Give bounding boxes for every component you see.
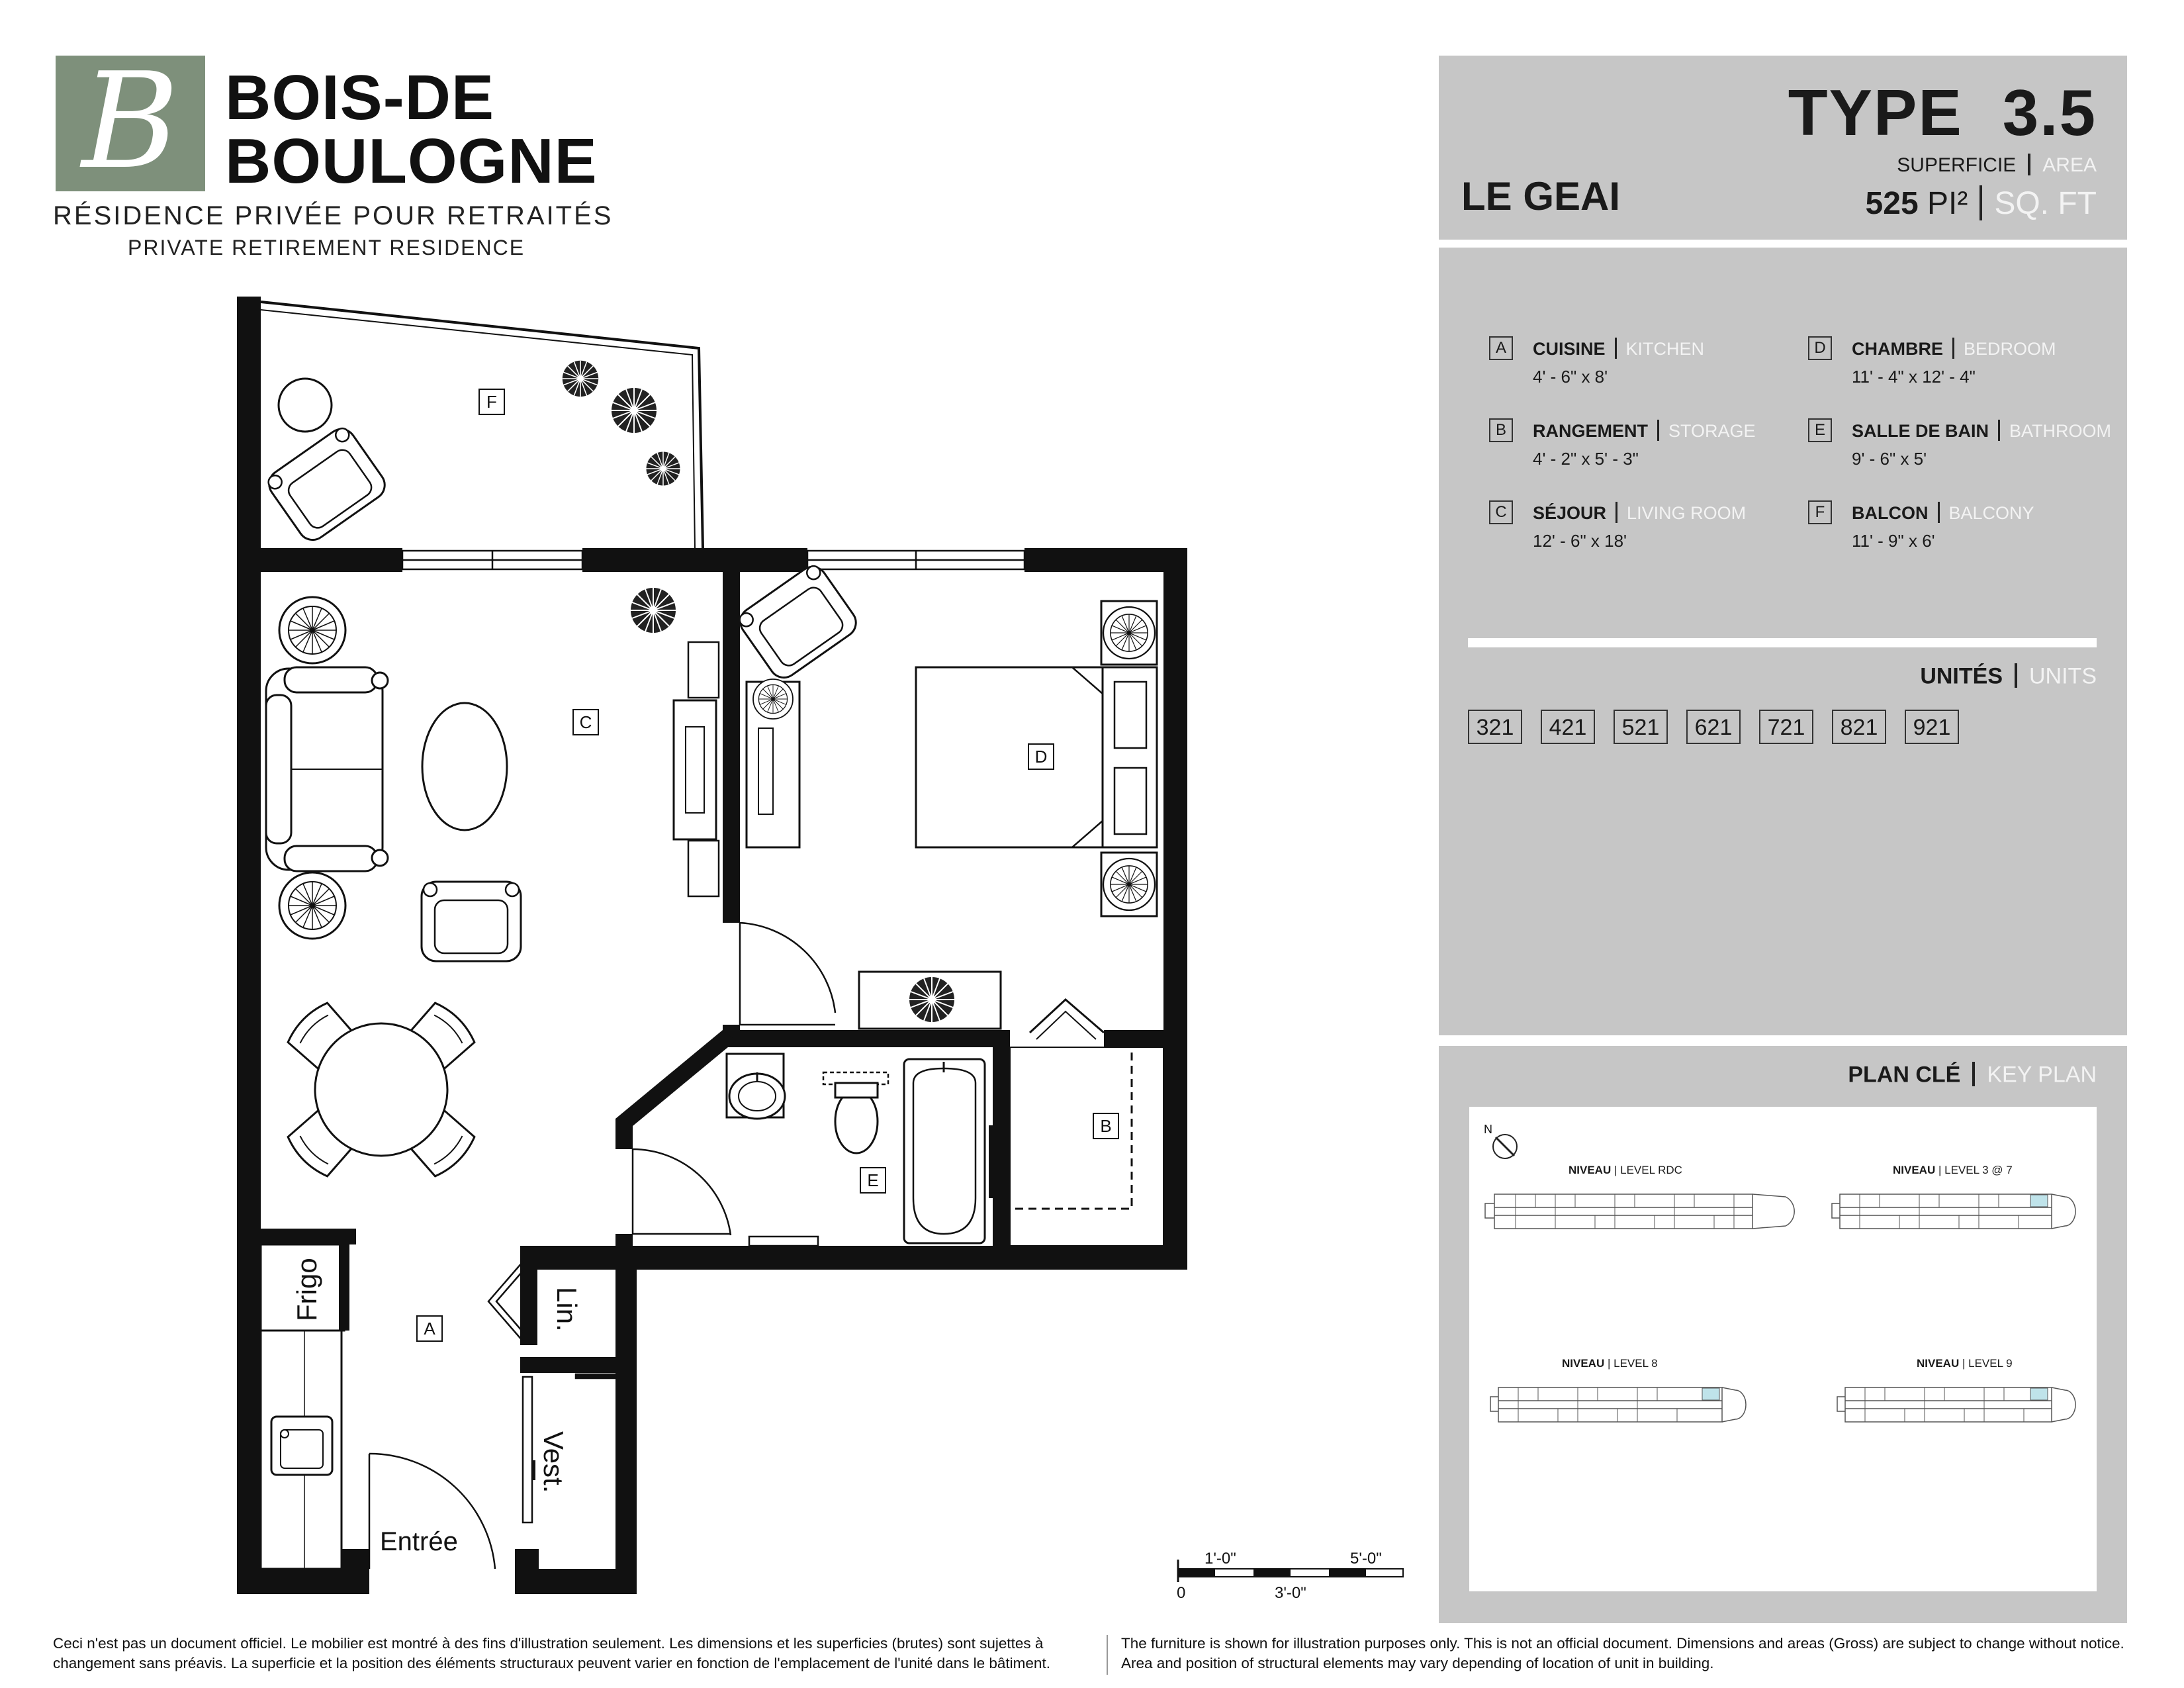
room-tag-e xyxy=(860,1168,886,1193)
room-name-fr: CHAMBRE xyxy=(1852,339,1943,359)
room-name-en: KITCHEN xyxy=(1625,339,1705,359)
type-number: 3.5 xyxy=(2002,76,2097,149)
separator xyxy=(1972,1062,1975,1086)
key-level-3-7-label: NIVEAU | LEVEL 3 @ 7 xyxy=(1893,1164,2013,1176)
key-plan-drawing xyxy=(1469,1107,2097,1591)
linen-label: Lin. xyxy=(551,1287,582,1332)
vestibule-label: Vest. xyxy=(538,1431,569,1493)
key-floor-3-7 xyxy=(1832,1194,2075,1229)
highlighted-unit xyxy=(2030,1195,2048,1207)
section-divider xyxy=(1468,638,2097,647)
room-name-en: STORAGE xyxy=(1668,421,1756,441)
area-number: 525 xyxy=(1865,186,1919,222)
room-name-fr: SALLE DE BAIN xyxy=(1852,421,1989,441)
fridge-label: Frigo xyxy=(291,1258,322,1321)
room-tag: B xyxy=(1489,418,1513,442)
key-plan-svg xyxy=(1469,1107,2097,1591)
tagline-french: RÉSIDENCE PRIVÉE POUR RETRAITÉS xyxy=(53,201,614,230)
level-label-en: LEVEL 8 xyxy=(1614,1357,1658,1370)
unit-header-panel xyxy=(1439,56,2127,240)
level-label-en: LEVEL RDC xyxy=(1620,1164,1682,1176)
svg-text:D: D xyxy=(1034,747,1048,767)
room-tags xyxy=(417,389,1118,1341)
key-plan-panel xyxy=(1439,1046,2127,1623)
room-tag: A xyxy=(1489,336,1513,360)
unit-number-badge: 821 xyxy=(1832,710,1886,744)
svg-text:E: E xyxy=(867,1170,879,1190)
area-label-fr: SUPERFICIE xyxy=(1897,154,2017,176)
room-tag-c xyxy=(573,710,598,735)
scale-label-1ft: 1'-0" xyxy=(1205,1550,1236,1568)
key-level-rdc-label: NIVEAU | LEVEL RDC xyxy=(1569,1164,1682,1176)
room-tag: C xyxy=(1489,500,1513,524)
svg-text:C: C xyxy=(579,712,592,732)
room-dimensions: 4' - 2" x 5' - 3" xyxy=(1533,449,1639,469)
area-unit-fr: PI² xyxy=(1927,186,1968,222)
unit-number-badge: 921 xyxy=(1905,710,1959,744)
scale-label-3ft: 3'-0" xyxy=(1275,1584,1306,1602)
disclaimer-divider xyxy=(1107,1635,1108,1675)
key-plan-label-en: KEY PLAN xyxy=(1987,1062,2097,1088)
unit-number-badge: 421 xyxy=(1541,710,1595,744)
room-name-fr: BALCON xyxy=(1852,503,1929,523)
room-tag: F xyxy=(1808,500,1832,524)
room-tag: D xyxy=(1808,336,1832,360)
room-name-en: BALCONY xyxy=(1948,503,2034,523)
room-dimensions: 11' - 9" x 6' xyxy=(1852,531,1935,551)
room-dimensions: 12' - 6" x 18' xyxy=(1533,531,1627,551)
key-plan-label-fr: PLAN CLÉ xyxy=(1848,1062,1961,1088)
kitchen xyxy=(261,1244,349,1569)
unit-model-name: LE GEAI xyxy=(1461,174,1621,218)
scale-bar xyxy=(1177,1550,1403,1602)
level-label-fr: NIVEAU xyxy=(1893,1164,1936,1176)
key-level-8-label: NIVEAU | LEVEL 8 xyxy=(1562,1357,1658,1370)
tagline-english: PRIVATE RETIREMENT RESIDENCE xyxy=(128,236,525,259)
svg-text:B: B xyxy=(1100,1116,1112,1136)
room-name-en: BATHROOM xyxy=(2009,421,2112,441)
room-name-fr: RANGEMENT xyxy=(1533,421,1648,441)
unit-number-badge: 621 xyxy=(1686,710,1741,744)
unit-number-badge: 321 xyxy=(1468,710,1522,744)
unit-type-title xyxy=(1664,75,2127,150)
key-plan-heading xyxy=(1848,1062,2097,1088)
level-label-fr: NIVEAU xyxy=(1917,1357,1960,1370)
separator xyxy=(2028,154,2030,175)
room-tag: E xyxy=(1808,418,1832,442)
area-label-en: AREA xyxy=(2042,154,2097,176)
level-label-en: LEVEL 9 xyxy=(1968,1357,2013,1370)
key-level-9-label: NIVEAU | LEVEL 9 xyxy=(1917,1357,2013,1370)
scale-label-0: 0 xyxy=(1177,1584,1186,1602)
room-dimensions: 11' - 4" x 12' - 4" xyxy=(1852,367,1976,387)
room-tag-f xyxy=(479,389,504,414)
disclaimer-french: Ceci n'est pas un document officiel. Le mobilier est montré à des fins d'illustration seulement. Les dimensions et les superficies (brutes) sont sujettes à changement sans préavis. La superficie et la position des éléments structuraux peuvent varier en fonction de l'emplacement de l'unité dans le bâtiment. xyxy=(53,1635,1050,1671)
level-label-fr: NIVEAU xyxy=(1562,1357,1605,1370)
separator xyxy=(1979,185,1982,220)
brand-name-line1: BOIS-DE xyxy=(225,62,495,133)
scale-label-5ft: 5'-0" xyxy=(1350,1550,1382,1568)
room-tag-d xyxy=(1028,744,1054,769)
units-label-en: UNITS xyxy=(2029,663,2097,689)
svg-text:F: F xyxy=(486,392,497,412)
level-label-fr: NIVEAU xyxy=(1569,1164,1612,1176)
room-name-en: BEDROOM xyxy=(1964,339,2056,359)
units-label-fr: UNITÉS xyxy=(1920,663,2003,689)
compass-icon xyxy=(1484,1123,1517,1158)
brand-name-line2: BOULOGNE xyxy=(225,126,598,197)
area-unit-en: SQ. FT xyxy=(1994,186,2097,222)
units-heading xyxy=(1920,663,2097,690)
room-name-fr: SÉJOUR xyxy=(1533,503,1607,523)
room-schedule-panel xyxy=(1439,248,2127,1035)
key-floor-9 xyxy=(1837,1387,2075,1422)
key-floor-rdc xyxy=(1485,1194,1794,1229)
logo-letter: B xyxy=(81,44,179,199)
bedroom-furniture xyxy=(747,601,1157,1029)
room-dimensions: 9' - 6" x 5' xyxy=(1852,449,1927,469)
disclaimer-english: The furniture is shown for illustration purposes only. This is not an official document. Dimensions and areas (Gross) are subject to change without notice. Area and position of structural elements may vary depending of location of unit in building. xyxy=(1121,1635,2124,1671)
room-name-fr: CUISINE xyxy=(1533,339,1606,359)
level-label-en: LEVEL 3 @ 7 xyxy=(1944,1164,2013,1176)
area-label xyxy=(1897,154,2097,177)
entrance-label: Entrée xyxy=(380,1527,458,1556)
room-name-en: LIVING ROOM xyxy=(1627,503,1747,523)
bathroom-fixtures xyxy=(727,1054,995,1246)
room-dimensions: 4' - 6" x 8' xyxy=(1533,367,1608,387)
unit-number-badge: 721 xyxy=(1759,710,1813,744)
compass-north: N xyxy=(1484,1123,1492,1136)
type-word: TYPE xyxy=(1788,76,1963,149)
room-tag-a xyxy=(417,1316,442,1341)
room-tag-b xyxy=(1093,1113,1118,1139)
key-floor-8 xyxy=(1490,1387,1746,1422)
svg-text:A: A xyxy=(424,1319,435,1338)
separator xyxy=(2015,663,2017,688)
unit-number-badge: 521 xyxy=(1614,710,1668,744)
highlighted-unit xyxy=(2030,1388,2048,1400)
highlighted-unit xyxy=(1702,1388,1719,1400)
area-value xyxy=(1866,185,2097,222)
